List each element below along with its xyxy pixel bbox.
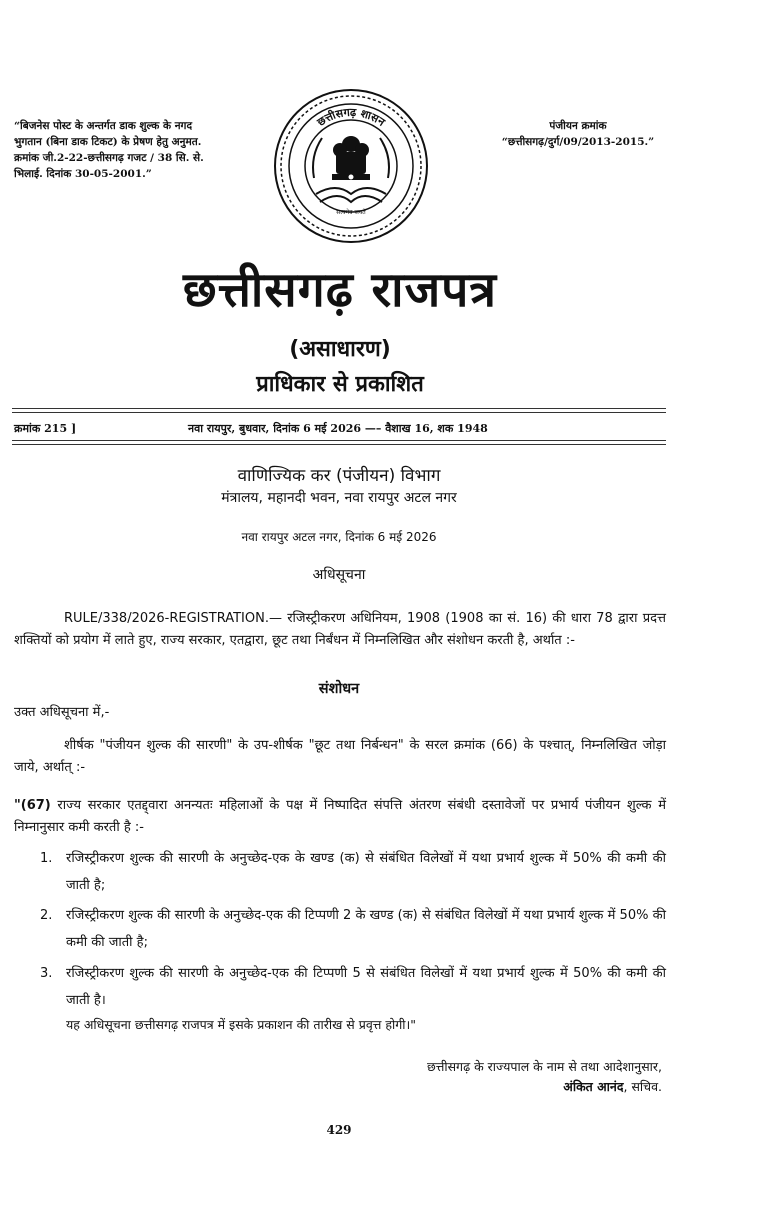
order-authority-line: छत्तीसगढ़ के राज्यपाल के नाम से तथा आदेशानुसार, [426, 1059, 662, 1074]
postal-permission-note: “बिजनेस पोस्ट के अन्तर्गत डाक शुल्क के नगद भुगतान (बिना डाक टिकट) के प्रेषण हेतु अनुमत. क्रमांक जी.2-22-छत्तीसगढ़ गजट / 38 सि. से. भिलाई. दिनांक 30-05-2001.” [14, 120, 204, 180]
signatory-title: , सचिव. [623, 1079, 662, 1094]
gazette-title: छत्तीसगढ़ राजपत्र [183, 262, 497, 318]
issue-number: क्रमांक 215 ] [14, 422, 77, 435]
department-name: वाणिज्यिक कर (पंजीयन) विभाग [237, 466, 441, 486]
divider [12, 444, 666, 445]
list-item-text: रजिस्ट्रीकरण शुल्क की सारणी के अनुच्छेद-एक के खण्ड (क) से संबंधित विलेखों में यथा प्रभार्य शुल्क में 50% की कमी की जाती है; [66, 851, 666, 893]
list-item [40, 845, 666, 899]
registration-number-note [478, 118, 678, 150]
extraordinary-label: (असाधारण) [289, 337, 391, 362]
registration-value: “छत्तीसगढ़/दुर्ग/09/2013-2015.” [501, 136, 655, 148]
authority-label: प्राधिकार से प्रकाशित [256, 372, 424, 397]
list-item-number: 2. [40, 908, 53, 923]
issue-date: नवा रायपुर, बुधवार, दिनांक 6 मई 2026 —– वैशाख 16, शक 1948 [188, 422, 488, 435]
heading-reference-paragraph: शीर्षक "पंजीयन शुल्क की सारणी" के उप-शीर्षक "छूट तथा निर्बन्धन" के सरल क्रमांक (66) के पश्चात्, निम्नलिखित जोड़ा जाये, अर्थात् :- [14, 738, 666, 775]
divider [12, 440, 666, 441]
emblem-top-text: छत्तीसगढ़ शासन [314, 105, 388, 129]
list-item-text: रजिस्ट्रीकरण शुल्क की सारणी के अनुच्छेद-एक की टिप्पणी 5 से संबंधित विलेखों में यथा प्रभार्य शुल्क में 50% की कमी की जाती है। [66, 966, 666, 1008]
list-item [40, 960, 666, 1014]
registration-label: पंजीयन क्रमांक [549, 120, 607, 132]
list-item-number: 3. [40, 966, 53, 981]
divider [12, 412, 666, 413]
signatory-name: अंकित आनंद [563, 1079, 624, 1094]
notification-date: नवा रायपुर अटल नगर, दिनांक 6 मई 2026 [241, 530, 437, 544]
list-item-text: रजिस्ट्रीकरण शुल्क की सारणी के अनुच्छेद-एक की टिप्पणी 2 के खण्ड (क) से संबंधित विलेखों में यथा प्रभार्य शुल्क में 50% की कमी की जाती है; [66, 908, 666, 950]
clause-number: "(67) [14, 798, 51, 813]
state-emblem-icon [266, 86, 436, 246]
list-item [40, 902, 666, 956]
department-address: मंत्रालय, महानदी भवन, नवा रायपुर अटल नगर [221, 490, 457, 506]
preamble-paragraph: RULE/338/2026-REGISTRATION.— रजिस्ट्रीकरण अधिनियम, 1908 (1908 का सं. 16) की धारा 78 द्वारा प्रदत्त शक्तियों को प्रयोग में लाते हुए, राज्य सरकार, एतद्वारा, छूट तथा निर्बंधन में निम्नलिखित और संशोधन करती है, अर्थात :- [14, 611, 666, 648]
list-item-number: 1. [40, 851, 53, 866]
effective-date-note: यह अधिसूचना छत्तीसगढ़ राजपत्र में इसके प्रकाशन की तारीख से प्रवृत्त होगी।" [66, 1017, 417, 1032]
in-said-notification: उक्त अधिसूचना में,- [14, 705, 110, 720]
emblem-motto: सत्यमेव जयते [336, 209, 366, 216]
notification-heading: अधिसूचना [312, 567, 366, 583]
page-number: 429 [326, 1123, 352, 1137]
divider [12, 408, 666, 409]
clause-text: राज्य सरकार एतद्द्वारा अनन्यतः महिलाओं के पक्ष में निष्पादित संपत्ति अंतरण संबंधी दस्तावेजों पर प्रभार्य पंजीयन शुल्क में निम्नानुसार कमी करती है :- [14, 798, 666, 835]
signatory [300, 1078, 662, 1095]
clause-67-paragraph [14, 795, 666, 839]
amendment-heading: संशोधन [318, 681, 360, 697]
